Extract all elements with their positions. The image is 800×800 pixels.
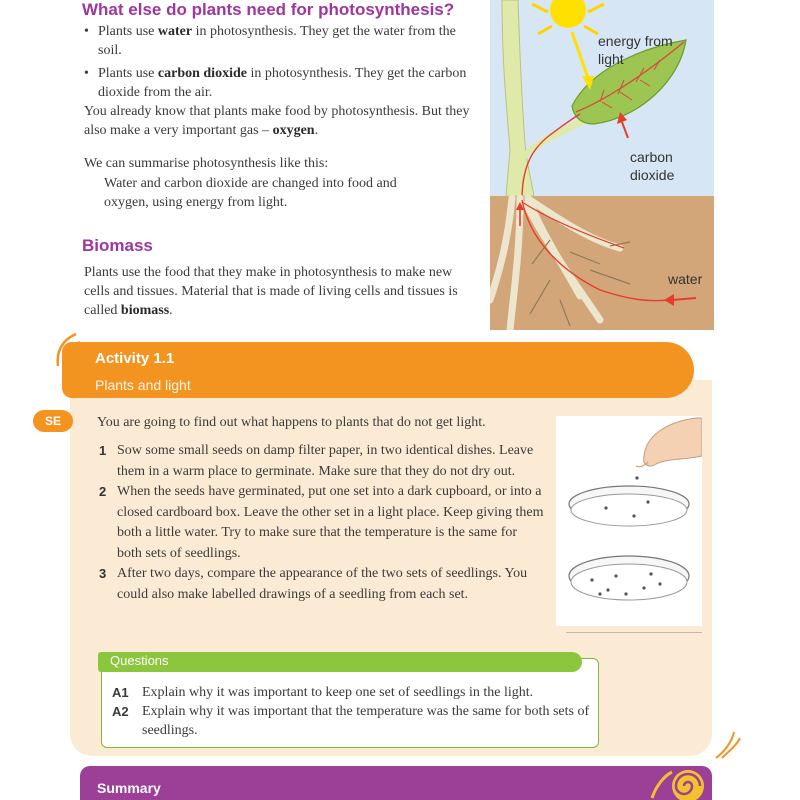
- summary-statement: Water and carbon dioxide are changed into food and oxygen, using energy from light.: [104, 176, 397, 210]
- question-item: A1 Explain why it was important to keep one set of seedlings in the light.: [112, 685, 534, 700]
- swirl-decoration-icon: [52, 330, 82, 370]
- questions-header: [98, 652, 582, 672]
- activity-subtitle: Plants and light: [95, 377, 191, 393]
- carbon-dioxide-label: carbon dioxide: [630, 149, 675, 183]
- bullet-water: • Plants use water in photosynthesis. They get the water from the soil.: [84, 22, 474, 60]
- bullet-list: [84, 22, 474, 106]
- summary-title: Summary: [97, 780, 161, 796]
- activity-intro: You are going to find out what happens to plants that do not get light.: [97, 415, 486, 430]
- biomass-paragraph: Plants use the food that they make in photosynthesis to make new cells and tissues. Material that is made of living cells and tissues is called biomass.: [84, 265, 458, 318]
- plant-diagram: [490, 0, 714, 330]
- corner-swirl-icon: [714, 730, 744, 760]
- oxygen-paragraph: You already know that plants make food by photosynthesis. But they also make a very important gas – oxygen.: [84, 104, 470, 138]
- water-label: water: [668, 271, 703, 287]
- bullet-carbon-dioxide: • Plants use carbon dioxide in photosynthesis. They get the carbon dioxide from the air.: [84, 64, 474, 102]
- activity-step: 1 Sow some small seeds on damp filter paper, in two identical dishes. Leave them in a warm place to germinate. Make sure that they do not dry out.: [99, 443, 534, 479]
- question-item: A2 Explain why it was important that the temperature was the same for both sets of seedlings.: [112, 704, 590, 738]
- questions-title: Questions: [110, 653, 169, 668]
- petri-dishes-drawing: [556, 416, 702, 626]
- section-heading: What else do plants need for photosynthesis?: [82, 0, 455, 19]
- energy-from-light-label: energy from light: [598, 33, 673, 67]
- activity-steps: [99, 441, 544, 605]
- summary-bar: [80, 766, 712, 800]
- divider: [566, 632, 702, 633]
- activity-step: 2 When the seeds have germinated, put one set into a dark cupboard, or into a closed cardboard box. Leave the other set in a light place. Keep giving them both a little water. Try to make sure that the temperature is the same for both sets of seedlings.: [99, 484, 544, 561]
- biomass-heading: Biomass: [82, 236, 153, 255]
- seed-dishes-illustration: [556, 416, 702, 626]
- spiral-decoration-icon: [648, 762, 718, 800]
- summary-intro: We can summarise photosynthesis like this:: [84, 156, 329, 171]
- activity-title: Activity 1.1: [95, 350, 175, 367]
- se-badge: SE: [33, 410, 73, 432]
- questions-list: [112, 683, 590, 740]
- activity-step: 3 After two days, compare the appearance of the two sets of seedlings. You could also make labelled drawings of a seedling from each set.: [99, 566, 528, 602]
- soil: [490, 196, 714, 330]
